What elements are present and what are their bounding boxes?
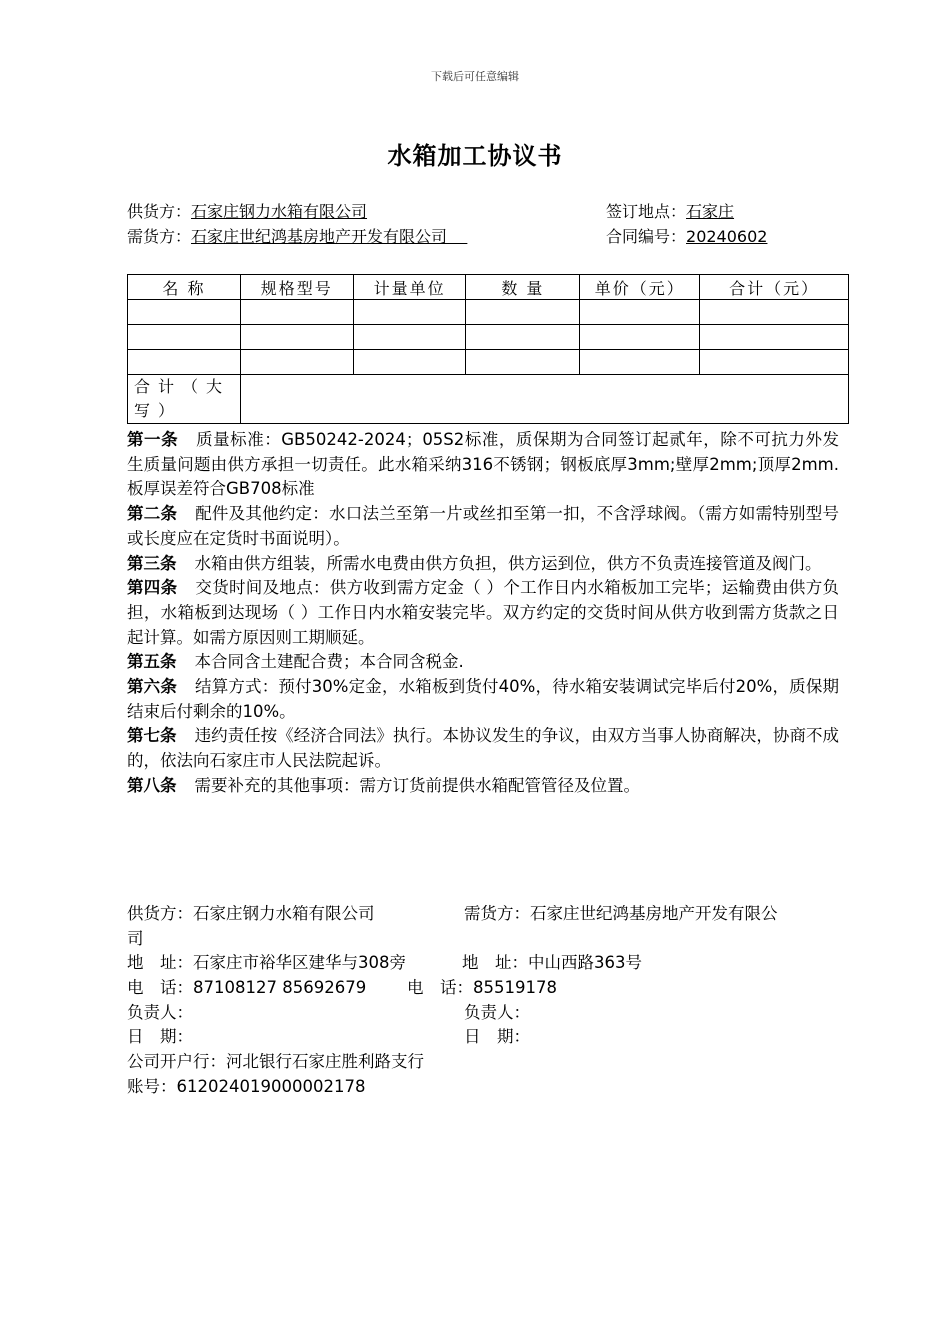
supplier-representative: 负责人： xyxy=(127,1002,193,1022)
goods-table xyxy=(127,274,849,424)
table-cell xyxy=(466,325,580,350)
clause-text: 本合同含土建配合费；本合同含税金. xyxy=(194,652,464,672)
contract-number: 20240602 xyxy=(686,227,768,246)
total-uppercase-label: 合计（大写） xyxy=(128,375,241,424)
clause-number: 第六条 xyxy=(127,677,178,697)
clause-4 xyxy=(127,576,839,650)
clause-number: 第一条 xyxy=(127,430,179,449)
clause-text: 配件及其他约定：水口法兰至第一片或丝扣至第一扣，不含浮球阀。（需方如需特别型号或长度应在定货时书面说明）。 xyxy=(127,504,840,548)
header-unit-price: 单价（元） xyxy=(580,275,700,300)
clause-text: 交货时间及地点：供方收到需方定金（ ）个工作日内水箱板加工完毕；运输费由供方负担，水箱板到达现场（ ）工作日内水箱安装完毕。双方约定的交货时间从供方收到需方货款之日起计算。如需方原因则工期顺延。 xyxy=(127,578,840,647)
header-quantity: 数 量 xyxy=(466,275,580,300)
table-cell xyxy=(580,350,700,375)
clause-text: 水箱由供方组装，所需水电费由供方负担，供方运到位，供方不负责连接管道及阀门。 xyxy=(194,553,822,573)
table-header-row xyxy=(128,275,849,300)
supplier-line: 供货方：石家庄钢力水箱有限公司 xyxy=(127,904,375,923)
representative-row xyxy=(127,1001,839,1026)
table-row xyxy=(128,325,849,350)
account-number: 账号：612024019000002178 xyxy=(127,1076,366,1096)
place-meta xyxy=(606,200,734,224)
total-uppercase-value xyxy=(240,375,848,424)
clause-text: 结算方式：预付30%定金，水箱板到货付40%，待水箱安装调试完毕后付20%，质保期结束后付剩余的10%。 xyxy=(127,677,839,721)
header-spec: 规格型号 xyxy=(240,275,353,300)
table-cell xyxy=(128,300,241,325)
table-cell xyxy=(128,325,241,350)
table-cell xyxy=(353,350,466,375)
clause-number: 第五条 xyxy=(127,652,177,672)
place-value: 石家庄 xyxy=(686,202,735,221)
supplier-address: 地 址：石家庄市裕华区建华与308旁 xyxy=(127,953,406,973)
buyer-label: 需货方： xyxy=(127,227,192,246)
buyer-name: 石家庄世纪鸿基房地产开发有限公司 xyxy=(191,227,468,246)
clause-number: 第七条 xyxy=(127,726,177,746)
buyer-line-wrap: 司 xyxy=(127,928,144,948)
table-cell xyxy=(240,325,353,350)
table-row xyxy=(128,300,849,325)
clause-1 xyxy=(127,428,839,502)
address-row xyxy=(127,951,839,976)
clause-number: 第四条 xyxy=(127,578,178,598)
clause-number: 第二条 xyxy=(127,504,178,524)
header-name: 名 称 xyxy=(128,275,241,300)
table-cell xyxy=(240,350,353,375)
supplier-label: 供货方： xyxy=(127,202,192,221)
table-cell xyxy=(580,300,700,325)
page-title: 水箱加工协议书 xyxy=(387,142,563,170)
buyer-meta xyxy=(127,225,467,249)
table-total-row xyxy=(128,375,849,424)
buyer-date: 日 期： xyxy=(464,1027,530,1047)
account-row xyxy=(127,1075,839,1100)
supplier-date: 日 期： xyxy=(127,1027,193,1047)
table-cell xyxy=(700,325,849,350)
clause-6 xyxy=(127,675,839,724)
table-cell xyxy=(353,300,466,325)
table-cell xyxy=(466,350,580,375)
buyer-address: 地 址：中山西路363号 xyxy=(462,953,642,973)
watermark: 下载后可任意编辑 xyxy=(431,70,519,83)
table-cell xyxy=(700,300,849,325)
table-cell xyxy=(240,300,353,325)
phone-row xyxy=(127,976,839,1001)
contract-meta xyxy=(606,225,767,249)
table-cell xyxy=(700,350,849,375)
date-row xyxy=(127,1025,839,1050)
table-row xyxy=(128,350,849,375)
clause-7 xyxy=(127,724,839,773)
table-cell xyxy=(353,325,466,350)
bank-name: 公司开户行：河北银行石家庄胜利路支行 xyxy=(127,1052,424,1072)
clause-list xyxy=(127,428,839,799)
buyer-representative: 负责人： xyxy=(464,1002,530,1022)
place-label: 签订地点： xyxy=(606,202,687,221)
clause-text: 需要补充的其他事项：需方订货前提供水箱配管管径及位置。 xyxy=(194,775,640,795)
header-unit: 计量单位 xyxy=(353,275,466,300)
bank-row xyxy=(127,1050,839,1075)
clause-8 xyxy=(127,774,839,799)
party-row xyxy=(127,902,839,927)
clause-text: 违约责任按《经济合同法》执行。本协议发生的争议，由双方当事人协商解决，协商不成的，依法向石家庄市人民法院起诉。 xyxy=(127,726,840,771)
clause-5 xyxy=(127,650,839,675)
party-wrap-row xyxy=(127,927,839,952)
table-cell xyxy=(466,300,580,325)
clause-number: 第三条 xyxy=(127,553,177,573)
signature-block xyxy=(127,902,839,1100)
buyer-phone: 电 话：85519178 xyxy=(407,978,557,998)
clause-3 xyxy=(127,552,839,577)
table-cell xyxy=(128,350,241,375)
clause-number: 第八条 xyxy=(127,775,177,795)
contract-label: 合同编号： xyxy=(606,227,687,246)
table-cell xyxy=(580,325,700,350)
clause-text: 质量标准：GB50242-2024；05S2标准，质保期为合同签订起贰年，除不可抗力外发生质量问题由供方承担一切责任。此水箱采纳316不锈钢；钢板底厚3mm;壁厚2mm;顶厚2mm.板厚误差符合GB708标准 xyxy=(127,430,840,499)
supplier-name: 石家庄钢力水箱有限公司 xyxy=(191,202,368,221)
supplier-phone: 电 话：87108127 85692679 xyxy=(127,978,367,998)
clause-2 xyxy=(127,502,839,551)
supplier-meta xyxy=(127,200,367,224)
buyer-line: 需货方：石家庄世纪鸿基房地产开发有限公 xyxy=(464,904,778,923)
header-subtotal: 合计（元） xyxy=(700,275,849,300)
